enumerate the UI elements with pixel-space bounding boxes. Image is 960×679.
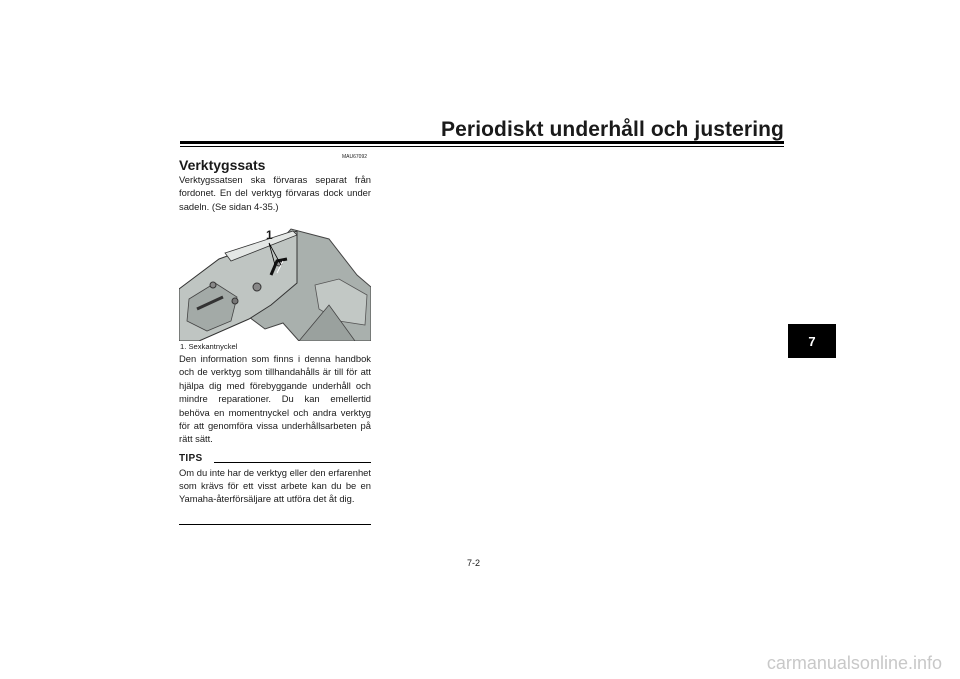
tips-rule-top bbox=[214, 462, 371, 463]
chapter-tab: 7 bbox=[788, 324, 836, 358]
tips-rule-bottom bbox=[179, 524, 371, 525]
figure-callout-label: 1 bbox=[266, 228, 273, 242]
header-rule bbox=[180, 141, 784, 144]
tips-heading: TIPS bbox=[179, 453, 203, 464]
intro-paragraph: Verktygssatsen ska förvaras separat från fordonet. En del verktyg förvaras dock under sadeln. (Se sidan 4-35.) bbox=[179, 174, 371, 212]
tool-kit-illustration bbox=[179, 225, 371, 341]
document-code: MAU67092 bbox=[342, 154, 368, 160]
header-rule-thin bbox=[180, 146, 784, 147]
section-heading: Verktygssats bbox=[179, 157, 266, 173]
page-header-title: Periodiskt underhåll och justering bbox=[441, 118, 784, 141]
figure-caption: 1. Sexkantnyckel bbox=[180, 342, 238, 351]
body-paragraph: Den information som finns i denna handbok och de verktyg som tillhandahålls är till för att hjälpa dig med förebyggande underhåll och mindre reparationer. Du kan emellertid behöva en momentnyckel och andra verktyg för att genomföra vissa underhållsarbeten på rätt sätt. bbox=[179, 353, 371, 445]
tips-body: Om du inte har de verktyg eller den erfarenhet som krävs för ett visst arbete kan du be en Yamaha-återförsäljare att utföra det åt dig. bbox=[179, 467, 371, 504]
watermark: carmanualsonline.info bbox=[766, 653, 942, 673]
page-number: 7-2 bbox=[467, 558, 481, 568]
